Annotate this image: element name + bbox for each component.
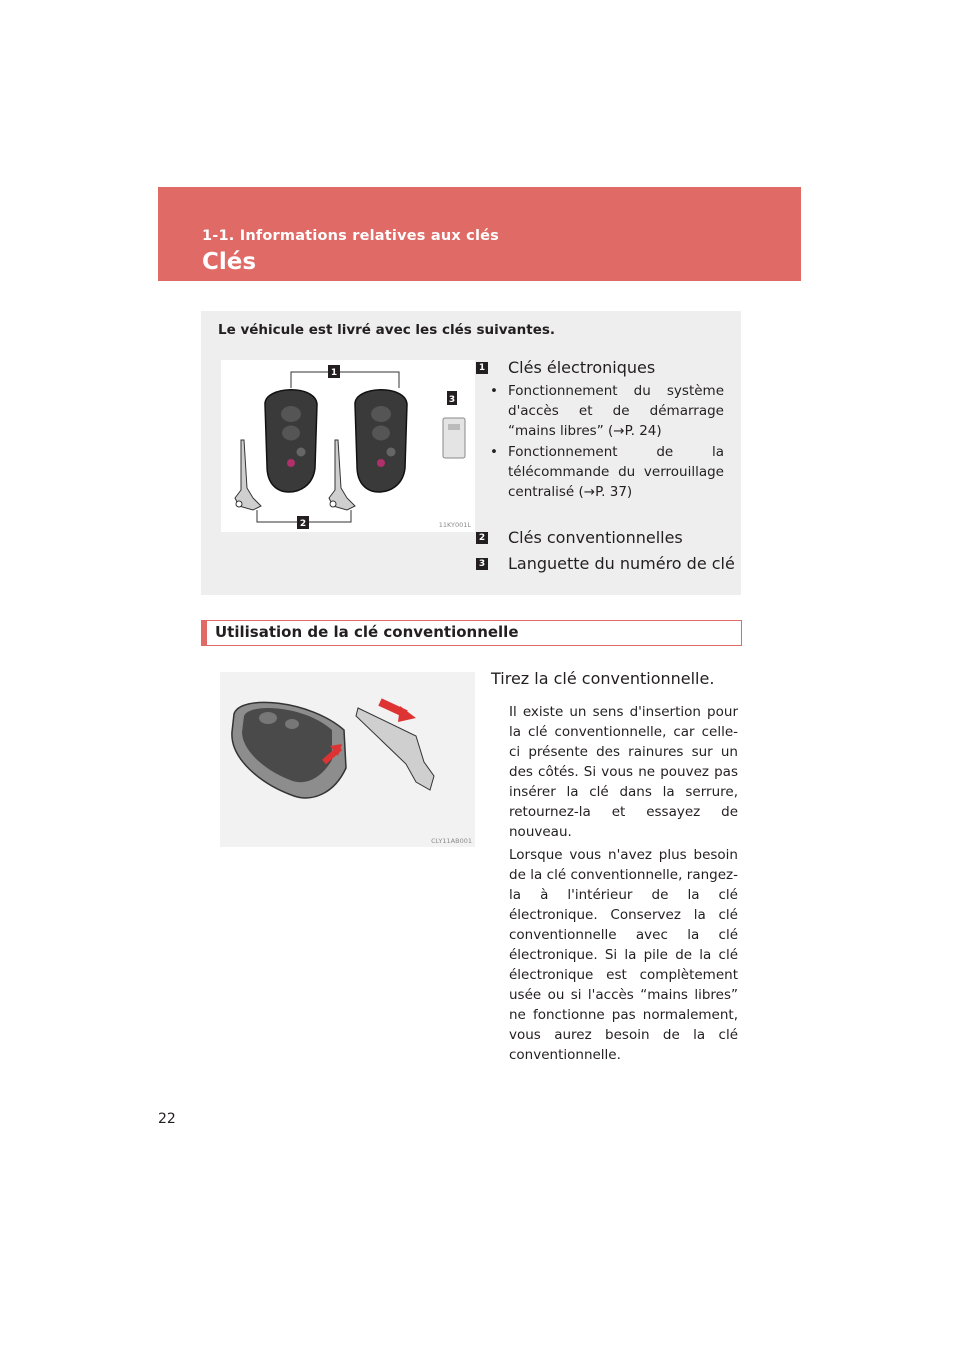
figure-code: CLY11AB001	[431, 837, 472, 845]
svg-text:3: 3	[448, 395, 456, 405]
bullet-item: • Fonctionnement du système d'accès et de démarrage “mains libres” (→P. 24)	[490, 383, 724, 439]
keys-illustration	[221, 360, 475, 532]
page-number: 22	[158, 1111, 176, 1127]
section-title: Utilisation de la clé conventionnelle	[215, 623, 519, 641]
callout-label: Clés électroniques	[508, 358, 656, 377]
intro-box	[201, 311, 741, 595]
section-heading-bar	[201, 621, 207, 645]
step-instruction: Tirez la clé conventionnelle.	[491, 669, 715, 688]
intro-text: Le véhicule est livré avec les clés suivantes.	[218, 322, 556, 338]
callout-number: 3	[476, 558, 488, 570]
callout-number: 2	[476, 532, 488, 544]
svg-text:2: 2	[299, 519, 307, 529]
keys-figure	[221, 360, 475, 532]
bullet-list	[486, 381, 724, 503]
bullet-item: • Fonctionnement de la télécommande du verrouillage centralisé (→P. 37)	[490, 444, 724, 500]
callout-number: 1	[476, 362, 488, 374]
figure-code: 11KY001L	[438, 521, 471, 529]
callout-2	[476, 528, 683, 548]
paragraph-2: Lorsque vous n'avez plus besoin de la clé conventionnelle, rangez-la à l'intérieur de la clé électronique. Conservez la clé conventionnelle avec la clé électronique. Si la pile de la clé électronique est complètement usée ou si l'accès “mains libres” ne fonctionne pas normalement, vous aurez besoin de la clé conventionnelle.	[509, 847, 738, 1063]
page-title: Clés	[202, 249, 257, 275]
paragraph-1: Il existe un sens d'insertion pour la clé conventionnelle, car celle-ci présente des rainures sur un des côtés. Si vous ne pouvez pas insérer la clé dans la serrure, retournez-la et essayez de nouveau.	[509, 704, 738, 840]
svg-text:1: 1	[330, 368, 338, 378]
callout-label: Languette du numéro de clé	[508, 554, 735, 573]
section-heading	[201, 620, 742, 646]
key-removal-illustration	[220, 672, 475, 847]
key-removal-figure	[220, 672, 475, 847]
section-label: 1-1. Informations relatives aux clés	[202, 228, 499, 244]
callout-3	[476, 554, 735, 574]
callout-label: Clés conventionnelles	[508, 528, 683, 547]
chapter-header-band	[158, 187, 801, 281]
callout-1	[476, 358, 655, 378]
